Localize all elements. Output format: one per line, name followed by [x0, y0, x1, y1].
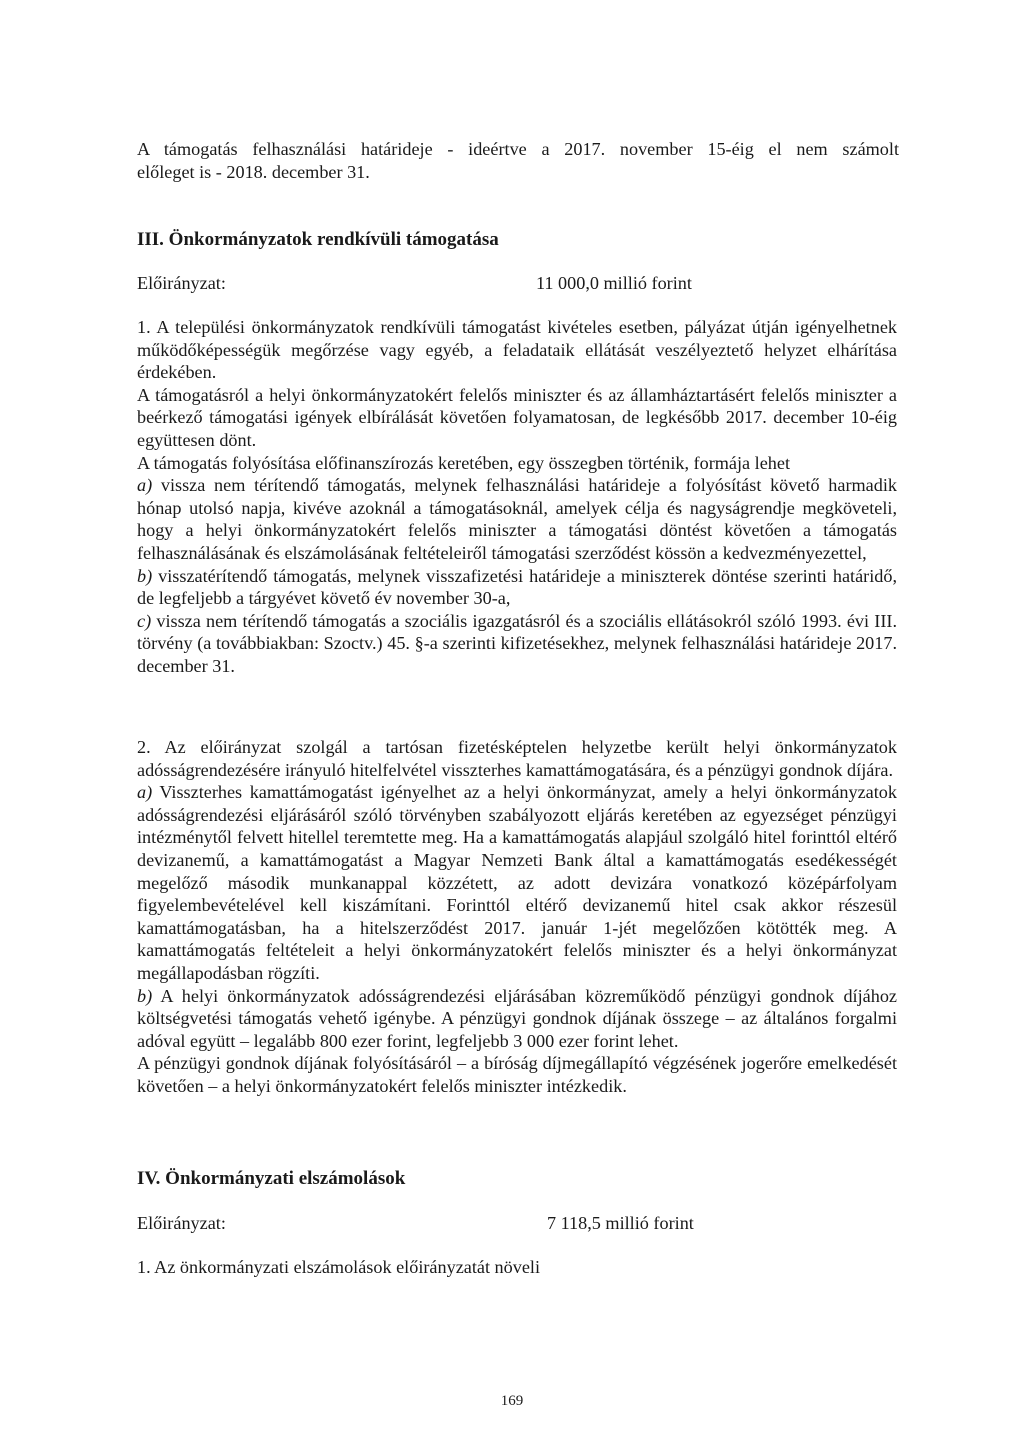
item-a2-letter: a): [137, 782, 153, 803]
paragraph-5: A pénzügyi gondnok díjának folyósításáról – a bíróság díjmegállapító végzésének jogerőre emelkedését követően – a helyi önkormányzatokért felelős miniszter intézkedik.: [137, 1053, 897, 1096]
appropriation-value: 7 118,5 millió forint: [547, 1213, 694, 1233]
section-4-paragraph-1: 1. Az önkormányzati elszámolások előirányzatát növeli: [137, 1257, 541, 1277]
intro-line-2: előleget is - 2018. december 31.: [137, 161, 370, 182]
appropriation-label: Előirányzat:: [137, 1213, 226, 1233]
page-number: 169: [500, 1393, 524, 1409]
appropriation-value: 11 000,0 millió forint: [536, 273, 692, 293]
paragraph-1: 1. A települési önkormányzatok rendkívüli támogatást kivételes esetben, pályázat útján igényelhetnek működőképességük megőrzése vagy egyéb, a feladataik ellátását veszélyeztető helyzet elhárítása érdekében.: [137, 317, 897, 383]
section-3-body: [137, 316, 897, 678]
paragraph-2: A támogatásról a helyi önkormányzatokért felelős miniszter és az államháztartásért felelős miniszter a beérkező támogatási igények elbírálását követően folyamatosan, de legkésőbb 2017. december 10-éig együttesen dönt.: [137, 384, 897, 450]
section-4-appropriation: [137, 1212, 897, 1236]
item-a: [137, 474, 897, 564]
intro-paragraph: [137, 138, 899, 183]
item-b2: [137, 985, 897, 1053]
section-4-heading: IV. Önkormányzati elszámolások: [137, 1168, 406, 1189]
item-a2: [137, 781, 897, 984]
item-b-letter: b): [137, 565, 153, 586]
item-c-text: vissza nem térítendő támogatás a szociális igazgatásról és a szociális ellátásokról szóló 1993. évi III. törvény (a továbbiakban: Szoctv.) 45. §-a szerinti kifizetésekhez, melynek felhasználási határideje 2017. december 31.: [137, 610, 897, 676]
item-b2-text: A helyi önkormányzatok adósságrendezési eljárásában közreműködő pénzügyi gondnok díjához költségvetési támogatás vehető igénybe. A pénzügyi gondnok díjának összege – az általános forgalmi adóval együtt – legalább 800 ezer forint, legfeljebb 3 000 ezer forint lehet.: [137, 985, 897, 1051]
item-b2-letter: b): [137, 985, 153, 1006]
item-a-letter: a): [137, 475, 153, 496]
paragraph-4: 2. Az előirányzat szolgál a tartósan fizetésképtelen helyzetbe került helyi önkormányzatok adósságrendezésére irányuló hitelfelvétel visszterhes kamattámogatására, és a pénzügyi gondnok díjára.: [137, 737, 897, 780]
item-c: [137, 610, 897, 678]
item-c-letter: c): [137, 610, 152, 631]
item-a2-text: Visszterhes kamattámogatást igényelhet az a helyi önkormányzat, amely a helyi önkormányzatok adósságrendezési eljárásáról szóló törvényben szabályozott eljárás keretében az egyezséget pénzügyi intézménytől felvett hitellel teremtette meg. Ha a kamattámogatás alapjául szolgáló hitel forinttól eltérő devizanemű, a kamattámogatást a Magyar Nemzeti Bank által a kamattámogatás esedékességét megelőző második munkanappal közzétett, az adott devizára vonatkozó középárfolyam figyelembevételével kell kiszámítani. Forinttól eltérő devizanemű hitel csak akkor részesül kamattámogatásban, ha a hitelszerződést 2017. január 1-jét megelőzően kötötték meg. A kamattámogatás feltételeit a helyi önkormányzatokért felelős miniszter és a helyi önkormányzat megállapodásban rögzíti.: [137, 782, 897, 983]
intro-line-1: A támogatás felhasználási határideje - ideértve a 2017. november 15-éig el nem számolt: [137, 139, 899, 159]
section-3-heading: III. Önkormányzatok rendkívüli támogatása: [137, 229, 499, 250]
item-a-text: vissza nem térítendő támogatás, melynek felhasználási határideje a folyósítást követő harmadik hónap utolsó napja, kivéve azoknál a támogatásoknál, amelyek célja és nagyságrendje megköveteli, hogy a helyi önkormányzatokért felelős miniszter a támogatási döntést követően a támogatás felhasználásának és elszámolásának feltételeiről támogatási szerződést kössön a kedvezményezettel,: [137, 475, 897, 563]
appropriation-label: Előirányzat:: [137, 273, 226, 293]
paragraph-3: A támogatás folyósítása előfinanszírozás keretében, egy összegben történik, formája lehet: [137, 452, 790, 473]
item-b-text: visszatérítendő támogatás, melynek visszafizetési határideje a miniszterek döntése szerinti határidő, de legfeljebb a tárgyévet követő év november 30-a,: [137, 565, 897, 609]
section-3-body-2: [137, 736, 897, 1098]
item-b: [137, 565, 897, 610]
section-3-appropriation: [137, 272, 897, 296]
